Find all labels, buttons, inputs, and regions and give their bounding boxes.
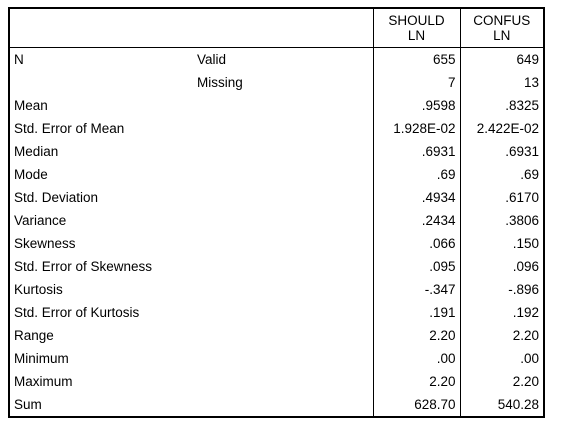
cell-confus-ln: .8325: [460, 94, 544, 117]
header-line: SHOULD: [388, 13, 445, 28]
cell-should-ln: 2.20: [373, 370, 460, 393]
row-label: Minimum: [14, 351, 69, 366]
row-sublabel: [193, 186, 373, 209]
row-label: Std. Error of Kurtosis: [14, 305, 140, 320]
row-sublabel: Missing: [197, 75, 243, 90]
cell-should-ln: 7: [373, 71, 460, 94]
table-row: [9, 347, 544, 370]
table-row: [9, 209, 544, 232]
header-line: LN: [407, 28, 426, 43]
cell-should-ln: .00: [373, 347, 460, 370]
header-line: LN: [493, 28, 511, 43]
row-sublabel: [193, 301, 373, 324]
cell-confus-ln: 2.20: [460, 324, 544, 347]
row-label: Kurtosis: [14, 282, 63, 297]
table-row: [9, 370, 544, 393]
table-row: [9, 48, 544, 72]
table-row: [9, 232, 544, 255]
statistics-table-body: [9, 8, 544, 417]
row-sublabel: [193, 94, 373, 117]
header-line: CONFUS: [473, 13, 531, 28]
cell-confus-ln: 13: [460, 71, 544, 94]
row-sublabel: [193, 370, 373, 393]
cell-should-ln: .9598: [373, 94, 460, 117]
row-label: Variance: [14, 213, 67, 228]
cell-confus-ln: .192: [460, 301, 544, 324]
row-label: Median: [14, 144, 59, 159]
cell-confus-ln: .3806: [460, 209, 544, 232]
header-cell-confus-ln: [460, 8, 544, 48]
row-sublabel: [193, 324, 373, 347]
table-row: [9, 301, 544, 324]
cell-confus-ln: .00: [460, 347, 544, 370]
table-row: [9, 186, 544, 209]
cell-should-ln: 2.20: [373, 324, 460, 347]
row-label: Std. Deviation: [14, 190, 99, 205]
cell-confus-ln: 649: [460, 48, 544, 72]
cell-confus-ln: .6931: [460, 140, 544, 163]
cell-confus-ln: 2.422E-02: [460, 117, 544, 140]
cell-should-ln: .69: [373, 163, 460, 186]
table-row: [9, 94, 544, 117]
row-label: Mode: [14, 167, 48, 182]
row-sublabel: [193, 278, 373, 301]
row-sublabel: [193, 255, 373, 278]
row-sublabel: [193, 347, 373, 370]
row-label: [9, 71, 193, 94]
header-row: [9, 8, 544, 48]
table-row: [9, 324, 544, 347]
table-row: [9, 117, 544, 140]
row-sublabel: [193, 209, 373, 232]
header-corner-cell: [193, 8, 373, 48]
header-corner-cell: [9, 8, 193, 48]
cell-should-ln: 628.70: [373, 393, 460, 417]
cell-confus-ln: .150: [460, 232, 544, 255]
cell-should-ln: .191: [373, 301, 460, 324]
table-row: [9, 140, 544, 163]
cell-should-ln: .6931: [373, 140, 460, 163]
cell-should-ln: .095: [373, 255, 460, 278]
cell-confus-ln: 2.20: [460, 370, 544, 393]
table-row: [9, 71, 544, 94]
row-label: Std. Error of Skewness: [14, 259, 153, 274]
row-sublabel: [193, 232, 373, 255]
row-label: Std. Error of Mean: [14, 121, 125, 136]
row-sublabel: [193, 393, 373, 417]
row-label: Range: [14, 328, 54, 343]
cell-confus-ln: -.896: [460, 278, 544, 301]
cell-should-ln: 1.928E-02: [373, 117, 460, 140]
cell-confus-ln: .69: [460, 163, 544, 186]
row-label: Mean: [14, 98, 48, 113]
row-label: N: [14, 52, 24, 67]
row-label: Sum: [14, 397, 42, 412]
header-cell-should-ln: [373, 8, 460, 48]
table-row: [9, 393, 544, 417]
statistics-table: [8, 7, 545, 418]
cell-should-ln: .066: [373, 232, 460, 255]
row-sublabel: Valid: [197, 52, 227, 67]
table-row: [9, 163, 544, 186]
row-sublabel: [193, 117, 373, 140]
table-row: [9, 278, 544, 301]
cell-should-ln: -.347: [373, 278, 460, 301]
table-row: [9, 255, 544, 278]
cell-confus-ln: 540.28: [460, 393, 544, 417]
row-label: Skewness: [14, 236, 76, 251]
row-sublabel: [193, 140, 373, 163]
row-sublabel: [193, 163, 373, 186]
cell-should-ln: .4934: [373, 186, 460, 209]
row-label: Maximum: [14, 374, 73, 389]
cell-should-ln: .2434: [373, 209, 460, 232]
cell-should-ln: 655: [373, 48, 460, 72]
cell-confus-ln: .096: [460, 255, 544, 278]
cell-confus-ln: .6170: [460, 186, 544, 209]
